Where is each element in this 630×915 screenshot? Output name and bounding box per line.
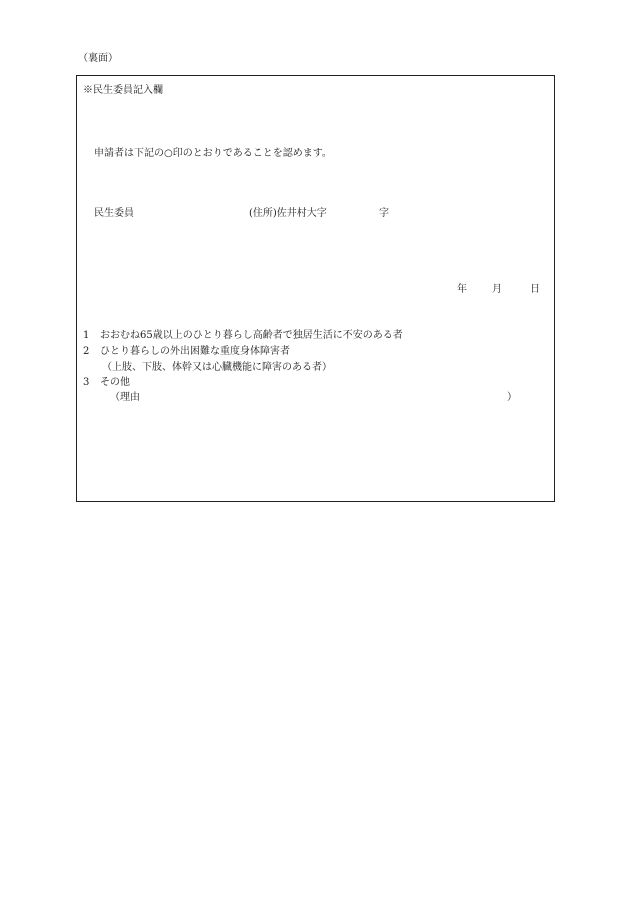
item-number: 3 <box>83 377 90 388</box>
item-text: その他 <box>100 377 130 388</box>
date-year-label: 年 <box>457 284 467 295</box>
section-title: ※民生委員記入欄 <box>83 85 163 96</box>
certification-statement: 申請者は下記の○印のとおりであることを認めます。 <box>94 148 332 159</box>
date-day-label: 日 <box>530 284 540 295</box>
item-text: おおむね65歳以上のひとり暮らし高齢者で独居生活に不安のある者 <box>100 330 403 341</box>
item-number: 1 <box>83 330 90 341</box>
page-label: （裏面） <box>78 53 118 64</box>
aza-suffix: 字 <box>379 208 389 219</box>
item-number: 2 <box>83 346 90 357</box>
item-note: （上肢、下肢、体幹又は心臓機能に障害のある者） <box>102 362 332 373</box>
address-label: (住所)佐井村大字 <box>249 208 327 219</box>
commissioner-label: 民生委員 <box>94 208 134 219</box>
item-text: ひとり暮らしの外出困難な重度身体障害者 <box>100 346 290 357</box>
commissioner-entry-box <box>76 75 555 502</box>
reason-open: （理由 <box>110 392 140 403</box>
date-month-label: 月 <box>492 284 502 295</box>
list-item <box>83 347 290 357</box>
reason-close: ） <box>507 392 517 403</box>
list-item <box>83 378 130 388</box>
list-item <box>83 331 403 341</box>
